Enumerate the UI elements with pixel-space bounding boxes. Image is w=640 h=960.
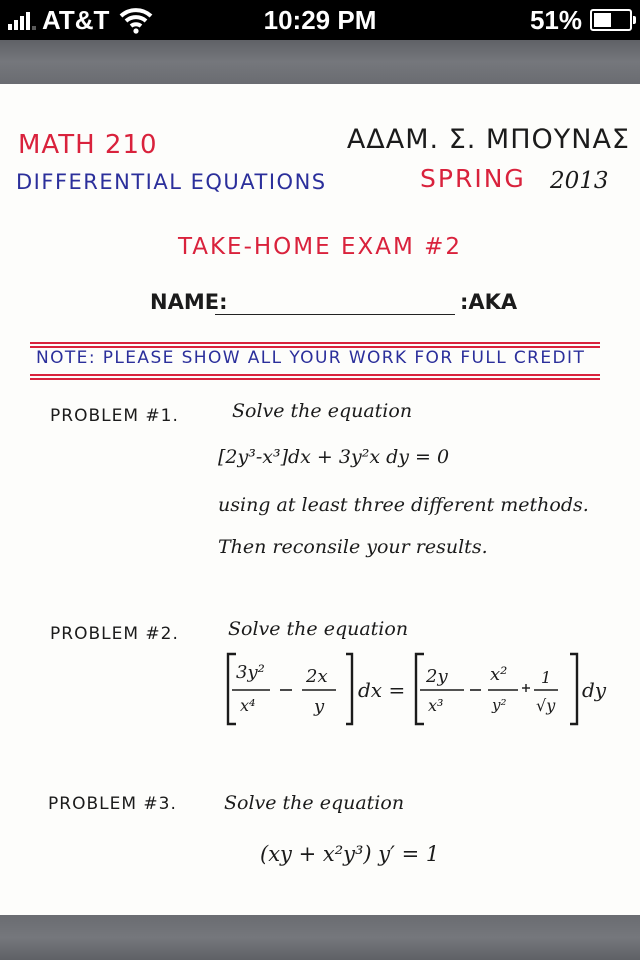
p2-term2-numerator: 2x [306, 666, 328, 687]
problem-1-line2: using at least three different methods. [218, 494, 589, 516]
semester-label: SPRING [420, 164, 526, 193]
p2-term3-denominator: x³ [428, 696, 444, 715]
aka-label: :AKA [460, 290, 518, 314]
name-label: NAME: [150, 290, 228, 314]
status-bar [0, 0, 640, 40]
toolbar-top [0, 40, 640, 84]
exam-document[interactable] [0, 84, 640, 915]
carrier-label: AT&T [42, 4, 110, 35]
year-label: 2013 [550, 168, 609, 194]
p2-term2-denominator: y [314, 696, 325, 717]
p2-term1-numerator: 3y² [236, 662, 265, 683]
problem-3-equation: (xy + x²y³) y′ = 1 [260, 842, 440, 866]
p2-term5-numerator: 1 [541, 668, 552, 687]
course-code: MATH 210 [18, 130, 158, 160]
p2-term4-numerator: x² [490, 664, 508, 685]
note-text: NOTE: PLEASE SHOW ALL YOUR WORK FOR FULL CREDIT [36, 348, 586, 368]
battery-icon [590, 9, 632, 31]
p2-term4-denominator: y² [492, 696, 507, 714]
problem-1-line3: Then reconsile your results. [218, 536, 488, 558]
exam-title: TAKE-HOME EXAM #2 [177, 234, 463, 260]
problem-1-intro: Solve the equation [232, 400, 413, 422]
problem-2-label: PROBLEM #2. [50, 624, 179, 644]
p2-term1-denominator: x⁴ [240, 696, 256, 715]
problem-3-label: PROBLEM #3. [48, 794, 177, 814]
author-name: ΑΔΑΜ. Σ. ΜΠΟΥΝΑΣ [346, 124, 630, 155]
clock-time: 10:29 PM [263, 5, 377, 35]
p2-term3-numerator: 2y [426, 666, 448, 687]
toolbar-bottom [0, 915, 640, 960]
problem-2-equation-strokes [0, 84, 640, 915]
course-title: DIFFERENTIAL EQUATIONS [16, 170, 327, 194]
p2-dy: dy [582, 678, 607, 702]
battery-percent: 51% [529, 4, 582, 35]
problem-1-label: PROBLEM #1. [50, 406, 179, 426]
problem-3-intro: Solve the equation [224, 792, 405, 814]
p2-term5-denominator: √y [536, 696, 556, 715]
p2-dx-equals: dx = [358, 678, 406, 702]
status-right [530, 0, 632, 40]
problem-1-equation: [2y³-x³]dx + 3y²x dy = 0 [218, 446, 450, 468]
problem-2-intro: Solve the equation [228, 618, 409, 640]
